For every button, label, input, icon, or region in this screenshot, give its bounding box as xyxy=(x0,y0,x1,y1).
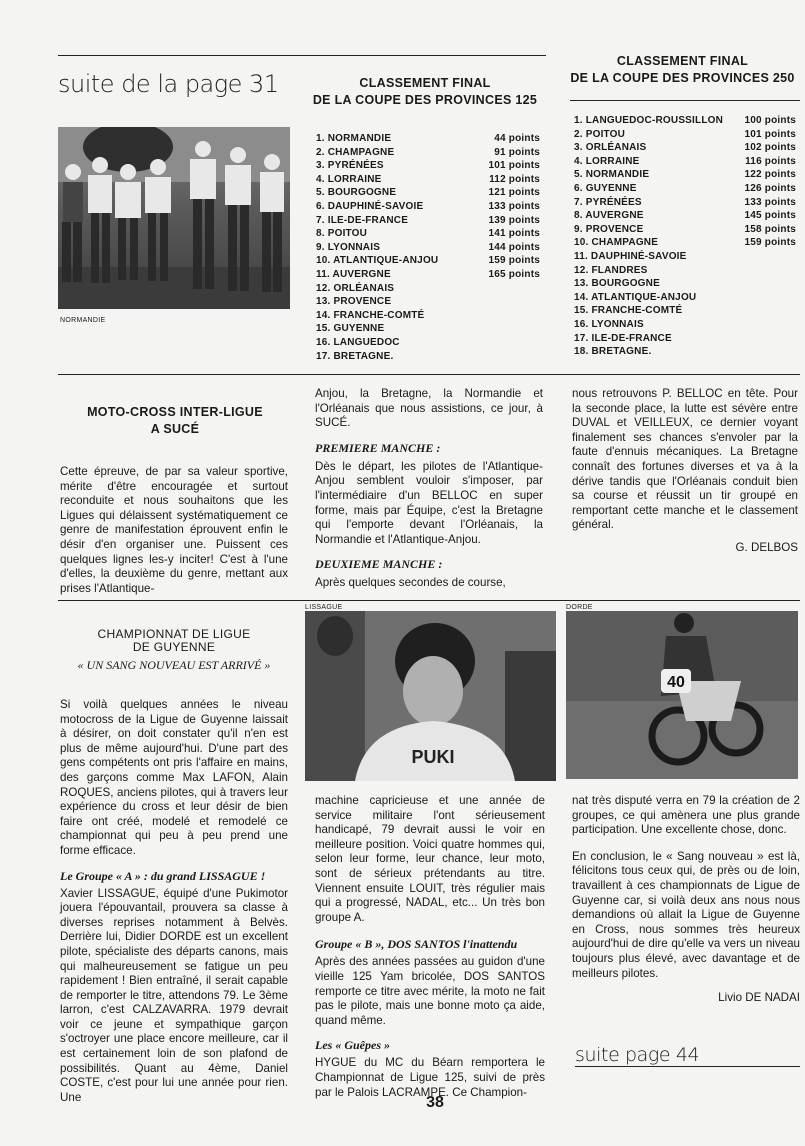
classement250-row xyxy=(574,264,796,278)
classement250-rank-label: 12. FLANDRES xyxy=(574,264,648,276)
classement250-rank-label: 11. DAUPHINÉ-SAVOIE xyxy=(574,250,687,262)
classement250-rank-points: 116 points xyxy=(745,155,796,167)
continued-to: suite page 44 xyxy=(575,1044,700,1066)
classement125-row xyxy=(316,227,540,241)
classement250-row xyxy=(574,277,796,291)
classement250-rank-points: 145 points xyxy=(744,210,796,222)
guyenne-title-line1: CHAMPIONNAT DE LIGUE xyxy=(97,627,251,641)
guyenne-author: Livio DE NADAI xyxy=(718,991,800,1005)
classement250-row xyxy=(574,168,796,182)
lissague-caption: LISSAGUE xyxy=(305,604,343,611)
guyenne-col1 xyxy=(60,698,288,1105)
classement125-rank-points: 133 points xyxy=(488,200,540,212)
classement250-rank-label: 3. ORLÉANAIS xyxy=(574,142,647,154)
groupA-title: Le Groupe « A » : du grand LISSAGUE ! xyxy=(60,868,266,883)
classement250-rank-points: 101 points xyxy=(744,128,796,140)
interligue-col3 xyxy=(572,387,798,556)
classement250-row xyxy=(574,345,796,359)
classement250-rank-points: 158 points xyxy=(744,223,796,235)
page-number: 38 xyxy=(426,1094,444,1111)
continued-from: suite de la page 31 xyxy=(58,70,279,98)
guyenne-quote: « UN SANG NOUVEAU EST ARRIVÉ » xyxy=(77,658,271,672)
interligue-col2 xyxy=(315,387,543,591)
middle-rule xyxy=(58,374,800,375)
manche2-title: DEUXIEME MANCHE : xyxy=(315,557,443,572)
groupB-title: Groupe « B », DOS SANTOS l'inattendu xyxy=(315,937,518,952)
classement125-rank-points: 112 points xyxy=(489,173,540,185)
classement250-row xyxy=(574,196,796,210)
classement125-rank-points: 121 points xyxy=(488,187,540,199)
interligue-col2-intro: Anjou, la Bretagne, la Normandie et l'Orléanais que nous assistions, ce jour, à SUCÉ. xyxy=(315,387,543,430)
classement125-row xyxy=(316,350,540,364)
classement125-rank-points: 139 points xyxy=(488,214,540,226)
classement250-row xyxy=(574,114,796,128)
classement125-list xyxy=(316,132,540,363)
classement125-row xyxy=(316,146,540,160)
classement250-row xyxy=(574,209,796,223)
guyenne-col3 xyxy=(572,794,800,1006)
classement250-rank-label: 8. AUVERGNE xyxy=(574,210,644,222)
manche1-text: Dès le départ, les pilotes de l'Atlantique-Anjou semblent vouloir s'imposer, par l'intermédiaire d'un BELLOC en super forme, mais par Équipe, c'est la Bretagne qui l'emporte devant l'Orléanais, la Normandie et l'Atlantique-Anjou. xyxy=(315,459,543,546)
classement250-rank-label: 10. CHAMPAGNE xyxy=(574,237,659,249)
classement125-title-line1: CLASSEMENT FINAL xyxy=(359,76,491,90)
classement125-rank-label: 12. ORLÉANAIS xyxy=(316,282,395,294)
classement125-rank-label: 10. ATLANTIQUE-ANJOU xyxy=(316,255,439,267)
classement250-rank-points: 102 points xyxy=(744,142,796,154)
classement125-rank-label: 9. LYONNAIS xyxy=(316,241,381,253)
classement125-rank-points: 44 points xyxy=(494,133,540,144)
classement250-rank-label: 17. ILE-DE-FRANCE xyxy=(574,332,672,344)
lissague-photo xyxy=(305,611,556,781)
classement250-rank-label: 4. LORRAINE xyxy=(574,155,640,167)
classement250-row xyxy=(574,304,796,318)
classement125-rank-label: 2. CHAMPAGNE xyxy=(316,146,395,158)
classement250-row xyxy=(574,128,796,142)
classement250-row xyxy=(574,291,796,305)
lower-rule xyxy=(58,600,800,601)
top-rule-left xyxy=(58,55,546,56)
classement250-row xyxy=(574,223,796,237)
lissague-photo-image xyxy=(305,611,556,781)
classement125-rank-label: 4. LORRAINE xyxy=(316,173,382,185)
guepes-title: Les « Guêpes » xyxy=(315,1038,390,1053)
classement125-title-line2: DE LA COUPE DES PROVINCES 125 xyxy=(312,93,538,107)
dorde-caption: DORDE xyxy=(566,604,593,611)
classement125-rank-label: 1. NORMANDIE xyxy=(316,133,392,144)
classement250-title-line1: CLASSEMENT FINAL xyxy=(616,54,749,68)
classement125-rank-label: 8. POITOU xyxy=(316,228,368,240)
classement250-row xyxy=(574,155,796,169)
classement250-rank-label: 15. FRANCHE-COMTÉ xyxy=(574,305,683,317)
classement250-rank-label: 6. GUYENNE xyxy=(574,182,637,194)
interligue-col1: Cette épreuve, de par sa valeur sportive, mérite d'être encouragée et surtout reconduite et nous souhaitons que les Ligues qui délaissent systématiquement ce genre de manifestation éprouvent enfin le désir d'en organiser une. Puissent ces quelques lignes les-y inciter! C'est à l'une d'elles, la deuxième du genre, mettant aux prises l'Atlantique- xyxy=(60,465,288,595)
interligue-col3-text: nous retrouvons P. BELLOC en tête. Pour la seconde place, la lutte est sévère entre DUVAL et VEILLEUX, ce dernier voyant finalement ses chances s'envoler par la faute d'ennuis mécaniques. La Bretagne connaît des fortunes diverses et va à la dérive tandis que l'Orléanais conduit bien sa course et réussit un tir groupé en remportant cette manche et le classement général. xyxy=(572,387,798,532)
classement250-rank-label: 7. PYRÉNÉES xyxy=(574,196,642,208)
classement250-rank-label: 16. LYONNAIS xyxy=(574,318,644,330)
classement125-rank-label: 6. DAUPHINÉ-SAVOIE xyxy=(316,200,424,212)
classement125-row xyxy=(316,214,540,228)
classement125-row xyxy=(316,268,540,282)
classement250-rank-points: 133 points xyxy=(744,196,796,208)
classement250-row xyxy=(574,332,796,346)
guyenne-col3-text1: nat très disputé verra en 79 la création de 2 groupes, ce qui amènera une plus grande participation. Une excellente chose, donc. xyxy=(572,794,800,837)
classement250-title xyxy=(565,53,800,87)
classement125-rank-label: 7. ILE-DE-FRANCE xyxy=(316,214,409,226)
interligue-author: G. DELBOS xyxy=(735,540,798,554)
classement125-row xyxy=(316,173,540,187)
classement250-rank-label: 1. LANGUEDOC-ROUSSILLON xyxy=(574,115,724,126)
bike-number: 40 xyxy=(667,674,685,691)
classement250-rank-label: 14. ATLANTIQUE-ANJOU xyxy=(574,291,697,303)
team-photo-caption: NORMANDIE xyxy=(60,317,106,324)
classement125-rank-points: 91 points xyxy=(494,146,540,158)
classement250-title-line2: DE LA COUPE DES PROVINCES 250 xyxy=(570,71,795,85)
classement250-row xyxy=(574,182,796,196)
manche2-text: Après quelques secondes de course, xyxy=(315,576,506,590)
classement125-rank-label: 15. GUYENNE xyxy=(316,323,385,335)
classement250-rank-points: 100 points xyxy=(744,115,796,126)
classement125-rank-points: 101 points xyxy=(488,160,540,172)
classement125-rank-points: 159 points xyxy=(488,255,540,267)
classement125-rank-points: 141 points xyxy=(488,228,540,240)
manche1-title: PREMIERE MANCHE : xyxy=(315,440,441,455)
interligue-title-line2: A SUCÉ xyxy=(150,422,200,436)
classement125-row xyxy=(316,132,540,146)
shirt-text: PUKI xyxy=(411,747,455,767)
classement250-list xyxy=(574,114,796,359)
classement250-row xyxy=(574,141,796,155)
interligue-title-line1: MOTO-CROSS INTER-LIGUE xyxy=(87,405,263,419)
classement125-rank-label: 3. PYRÉNÉES xyxy=(316,160,384,172)
classement250-rank-points: 126 points xyxy=(744,182,796,194)
classement125-title xyxy=(310,75,540,109)
classement250-rank-label: 18. BRETAGNE. xyxy=(574,346,652,358)
classement125-rank-label: 13. PROVENCE xyxy=(316,296,392,308)
classement250-rank-points: 159 points xyxy=(744,237,796,249)
classement250-row xyxy=(574,318,796,332)
classement125-row xyxy=(316,336,540,350)
classement125-row xyxy=(316,282,540,296)
footer-rule xyxy=(575,1066,800,1067)
classement125-rank-label: 14. FRANCHE-COMTÉ xyxy=(316,309,425,321)
classement125-rank-label: 11. AUVERGNE xyxy=(316,268,391,280)
classement250-rank-label: 5. NORMANDIE xyxy=(574,169,650,181)
guyenne-col3-text2: En conclusion, le « Sang nouveau » est là, félicitons tous ceux qui, de près ou de loin, travaillent à ces championnats de Ligue de Guyenne car, si voilà deux ans nous nous demandions où allait la Ligue de Guyenne en Cross, nous sommes très heureux aujourd'hui de dire qu'elle va vers un niveau toujours plus élevé, avec davantage et de meilleurs pilotes. xyxy=(572,849,800,980)
classement125-row xyxy=(316,241,540,255)
classement250-row xyxy=(574,250,796,264)
classement250-rank-label: 13. BOURGOGNE xyxy=(574,278,660,290)
classement125-rank-label: 16. LANGUEDOC xyxy=(316,336,400,348)
classement125-rank-label: 17. BRETAGNE. xyxy=(316,350,394,362)
classement125-row xyxy=(316,186,540,200)
classement125-rank-label: 5. BOURGOGNE xyxy=(316,187,397,199)
dorde-photo-image xyxy=(566,611,798,779)
dorde-photo xyxy=(566,611,798,779)
interligue-title xyxy=(60,404,290,438)
classement125-row xyxy=(316,200,540,214)
classement125-row xyxy=(316,322,540,336)
classement125-rank-points: 144 points xyxy=(488,241,540,253)
guepes-text: HYGUE du MC du Béarn remportera le Championnat de Ligue 125, suivi de près par le Palois LACRAMPE. Ce Champion- xyxy=(315,1056,545,1099)
classement250-rank-label: 9. PROVENCE xyxy=(574,223,644,235)
classement125-row xyxy=(316,159,540,173)
classement125-row xyxy=(316,309,540,323)
classement250-row xyxy=(574,236,796,250)
classement250-rank-points: 122 points xyxy=(744,169,796,181)
groupA-text: Xavier LISSAGUE, équipé d'une Pukimotor jouera l'épouvantail, prouvera sa classe à diverses reprises notamment à Belvès. Derrière lui, Didier DORDE est un excellent pilote, spécialiste des départs canons, mais qui malheureusement se fatigue un peu rapidement ! Bien entraîné, il serait capable de remporter le titre, attendons 79. Le 3ème larron, c'est CALZAVARRA. 1979 devrait voir ce jeune et sympathique garçon s'octroyer une place encore meilleure, car il est certainement loin de son plafond de possibilités. Quant au 4ème, Daniel COSTE, c'est pour lui une année pour rien. Une xyxy=(60,886,288,1104)
groupB-text: Après des années passées au guidon d'une vieille 125 Yam bricolée, DOS SANTOS remporte ce titre avec mérite, la moto ne fait pas le pilote, mais une bonne moto ça aide, quand même. xyxy=(315,955,545,1027)
team-photo-image xyxy=(58,127,290,309)
team-photo xyxy=(58,127,290,309)
guyenne-col2-text: machine capricieuse et une année de service militaire l'ont sérieusement handicapé, 79 devrait aussi le voir en meilleure position. Voici quatre hommes qui, selon leur forme, leur chance, leur moto, sont de sérieux prétendants au titre. Viennent ensuite LOUIT, très régulier mais qui a progressé, NADAL, etc... Un très bon groupe A. xyxy=(315,794,545,924)
guyenne-title xyxy=(60,628,288,654)
classement250-rank-label: 2. POITOU xyxy=(574,128,626,140)
classement125-row xyxy=(316,295,540,309)
top-rule-right xyxy=(570,100,800,101)
guyenne-title-line2: DE GUYENNE xyxy=(132,640,216,654)
guyenne-col2 xyxy=(315,794,545,1100)
classement125-rank-points: 165 points xyxy=(488,268,540,280)
classement125-row xyxy=(316,254,540,268)
guyenne-para1: Si voilà quelques années le niveau motocross de la Ligue de Guyenne laissait à désirer, on doit constater qu'il n'en est plus de même aujourd'hui. D'une part des gens compétents ont pris l'affaire en mains, des garçons comme Max LAFON, Alain ROQUES, anciens pilotes, qui à travers leur expérience du cross et leur désir de bien faire ont créé, modelé et remodelé ce championnat qui peu à peu prend une forme efficace. xyxy=(60,698,288,857)
